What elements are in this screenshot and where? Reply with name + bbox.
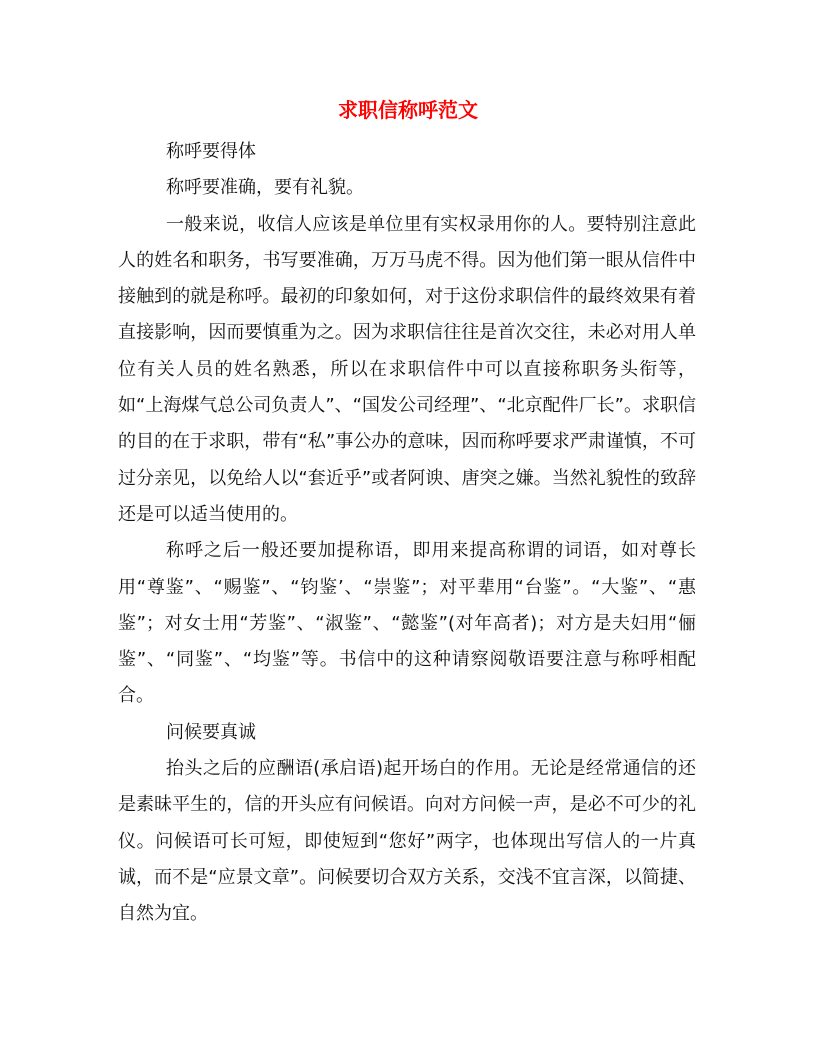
paragraph-salutation-accuracy: 称呼要准确，要有礼貌。 [166,177,364,199]
paragraph-honorifics: 称呼之后一般还要加提称语，即用来提高称谓的词语，如对尊长用“尊鉴”、“赐鉴”、“钧鉴’、“崇鉴”；对平辈用“台鉴”。“大鉴”、“惠鉴”；对女士用“芳鉴”、“淑鉴”、“懿鉴”(对年高者)；对方是夫妇用“俪鉴”、“同鉴”、“均鉴”等。书信中的这种请察阅敬语要注意与称呼相配合。 [118,540,696,707]
section-heading-greeting: 问候要真诚 [166,721,256,743]
paragraph-greeting: 抬头之后的应酬语(承启语)起开场白的作用。无论是经常通信的还是素昧平生的，信的开头应有问候语。向对方问候一声，是必不可少的礼仪。问候语可长可短，即使短到“您好”两字，也体现出写信人的一片真诚，而不是“应景文章”。问候要切合双方关系，交浅不宜言深，以简捷、自然为宜。 [118,758,696,925]
document-title: 求职信称呼范文 [338,98,478,122]
document-body [118,134,696,933]
section-heading-salutation: 称呼要得体 [166,141,256,162]
paragraph-recipient: 一般来说，收信人应该是单位里有实权录用你的人。要特别注意此人的姓名和职务，书写要准确，万万马虎不得。因为他们第一眼从信件中接触到的就是称呼。最初的印象如何，对于这份求职信件的最终效果有着直接影响，因而要慎重为之。因为求职信往往是首次交往，未必对用人单位有关人员的姓名熟悉，所以在求职信件中可以直接称职务头衔等，如“上海煤气总公司负责人”、“国发公司经理”、“北京配件厂长”。求职信的目的在于求职，带有“私”事公办的意味，因而称呼要求严肃谨慎，不可过分亲见，以免给人以“套近乎”或者阿谀、唐突之嫌。当然礼貌性的致辞还是可以适当使用的。 [118,213,696,525]
